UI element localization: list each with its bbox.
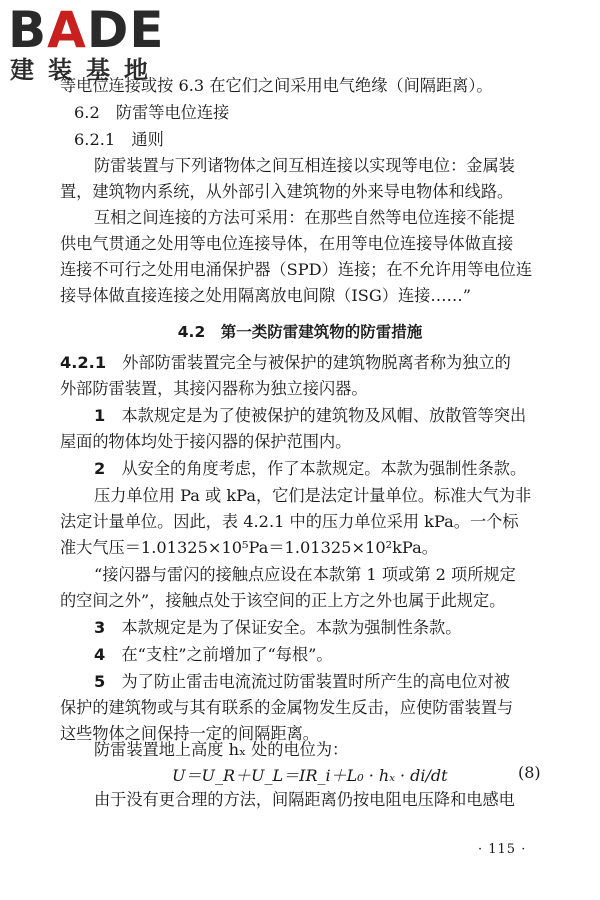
subsection-heading-6-2: 6.2 防雷等电位连接 (74, 103, 230, 122)
item-number: 3 (94, 618, 106, 637)
text-line: 外部防雷装置，其接闪器称为独立接闪器。 (60, 379, 368, 398)
text-line: 供电气贯通之处用等电位连接导体，在用等电位连接导体做直接 (60, 234, 514, 253)
text-line: 压力单位用 Pa 或 kPa，它们是法定计量单位。标准大气为非 (94, 486, 532, 505)
text-line: 这些物体之间保持一定的间隔距离。 (60, 724, 319, 743)
item-line (94, 672, 574, 692)
logo-chinese-text: 建装基地 (10, 56, 162, 84)
text-line: 置，建筑物内系统，从外部引入建筑物的外来导电物体和线路。 (60, 182, 514, 201)
text-line: 防雷装置与下列诸物体之间互相连接以实现等电位：金属装 (94, 156, 515, 175)
text-line: 互相之间连接的方法可采用：在那些自然等电位连接不能提 (94, 208, 515, 227)
text-line: 等电位连接或按 6.3 在它们之间采用电气绝缘（间隔距离）。 (60, 76, 493, 95)
clause-text: 外部防雷装置完全与被保护的建筑物脱离者称为独立的 (122, 353, 511, 372)
logo-b: B (8, 1, 48, 59)
equation-number: (8) (518, 763, 541, 782)
logo-a: A (47, 1, 87, 59)
item-number: 5 (94, 672, 106, 691)
item-text: 从安全的角度考虑，作了本款规定。本款为强制性条款。 (121, 459, 527, 478)
bade-logo (8, 1, 183, 84)
text-line: 法定计量单位。因此，表 4.2.1 中的压力单位采用 kPa。一个标 (60, 512, 519, 531)
item-text: 为了防止雷击电流流过防雷装置时所产生的高电位对被 (121, 672, 510, 691)
text-line: 由于没有更合理的方法，间隔距离仍按电阻电压降和电感电 (94, 790, 515, 809)
text-line: 接导体做直接连接之处用隔离放电间隙（ISG）连接……” (60, 286, 472, 305)
item-number: 4 (94, 645, 106, 664)
text-line: 屋面的物体均处于接闪器的保护范围内。 (60, 432, 352, 451)
potential-formula: U＝U_R＋U_L＝IR_i＋L₀ · hₓ · di/dt (172, 766, 448, 785)
logo-de: DE (86, 1, 165, 59)
clause-4-2-1-line (60, 353, 540, 373)
text-line: “接闪器与雷闪的接触点应设在本款第 1 项或第 2 项所规定 (94, 565, 516, 584)
item-number: 2 (94, 459, 106, 478)
item-number: 1 (94, 406, 106, 425)
item-line (94, 459, 574, 479)
item-text: 本款规定是为了保证安全。本款为强制性条款。 (121, 618, 462, 637)
logo-latin-text (8, 1, 165, 59)
item-line (94, 406, 574, 426)
text-line: 保护的建筑物或与其有联系的金属物发生反击，应使防雷装置与 (60, 698, 514, 717)
item-text: 在“支柱”之前增加了“每根”。 (121, 645, 333, 664)
subsection-heading-6-2-1: 6.2.1 通则 (74, 130, 164, 149)
text-line: 的空间之外”，接触点处于该空间的正上方之外也属于此规定。 (60, 591, 506, 610)
item-line (94, 645, 574, 665)
item-line (94, 618, 574, 638)
section-heading: 4.2 第一类防雷建筑物的防雷措施 (177, 323, 423, 341)
text-line: 连接不可行之处用电涌保护器（SPD）连接；在不允许用等电位连 (60, 260, 533, 279)
page-number: · 115 · (478, 842, 527, 857)
clause-number: 4.2.1 (60, 353, 107, 372)
text-line: 准大气压＝1.01325×10⁵Pa＝1.01325×10²kPa。 (60, 538, 438, 557)
text-line: 防雷装置地上高度 hₓ 处的电位为： (94, 740, 349, 759)
item-text: 本款规定是为了使被保护的建筑物及风帽、放散管等突出 (121, 406, 527, 425)
